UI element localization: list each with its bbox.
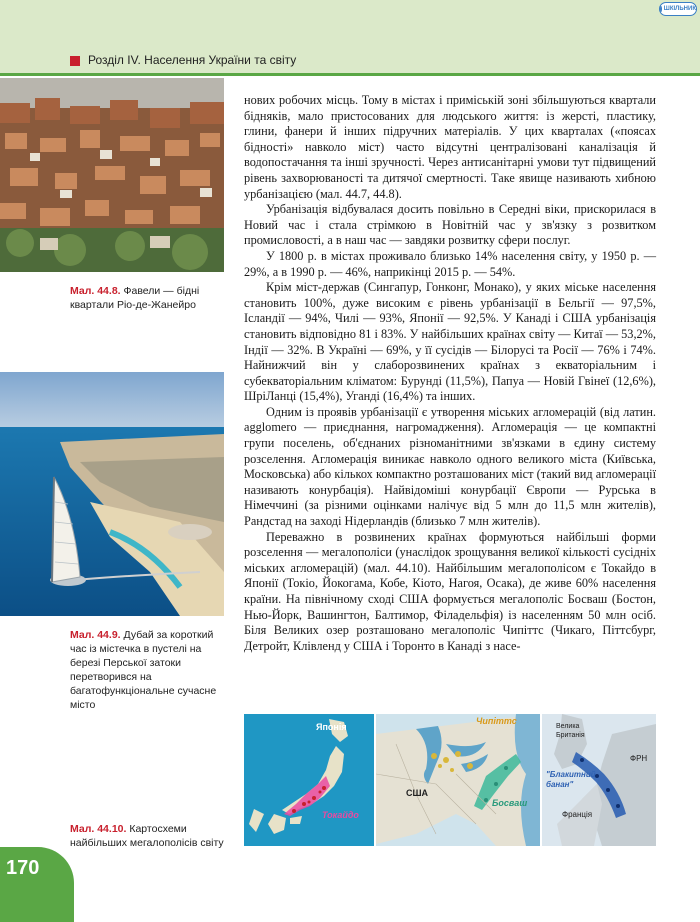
map-label-tokaido: Токайдо	[322, 810, 359, 820]
section-marker	[70, 56, 80, 66]
main-text	[244, 93, 656, 654]
caption-44-9	[70, 628, 224, 712]
map-label-usa: США	[406, 788, 429, 798]
japan-map	[244, 714, 374, 846]
map-label-boswash: Босваш	[492, 798, 528, 808]
paragraph: Одним із проявів урбанізації є утворення міських агломерацій (від латин. agglomero — приєднання, нагромадження). Агломерація — це компактні групи поселень, об'єднаних різноманітними зв'язками в єдину систему розселення. Агломерація виникає навколо одного великого міста (Київська, Московська) або кількох компактно розташованих міст (такий вид агломерації називають конурбація). Найвідоміші конурбації Європи — Рурська в Німеччині (за різними оцінками налічує від 5 млн до 11,5 млн жителів), Рандстад на заході Нідерландів (близько 7 млн жителів).	[244, 404, 656, 529]
map-label-france: Франція	[562, 810, 593, 819]
map-japan	[244, 714, 374, 846]
paragraph: Крім міст-держав (Сингапур, Гонконг, Монако), у яких міське населення становить 100%, дуже високим є рівень урбанізації в Бельгії — 97,5%, Ісландії — 94%, Чилі — 93%, Японії — 92,5%. У Канаді і США урбанізація становить відповідно 81 і 83%. У найбільших країнах світу — Китаї — 53,2%, Індії — 32%. В Україні — 69%, у її сусідів — Білорусі та Росії — 76% і 74%. Найнижчий він у слаборозвинених країнах з екваторіальним і субекваторіальним кліматом: Бурунді (11,5%), Папуа — Новій Гвінеї (12,6%), ШріЛанці (15,4%), Уганді (16,4%) та інших.	[244, 280, 656, 404]
dubai-image	[0, 372, 224, 616]
caption-44-8	[70, 284, 224, 312]
caption-text: Дубай за короткий час із містечка в пустелі на березі Перської затоки перетворився на багатофункціональне сучасне місто	[70, 629, 217, 711]
paragraph: нових робочих місць. Тому в містах і приміській зоні збільшуються квартали бідняків, мало пристосованих для людського життя: із жерсті, пластику, глини, фанери й інших підручних матеріалів. У цих кварталах («поясах бідності» навколо міст) часто відсутні централізовані каналізація й водопостачання та інші зручності. Через антисанітарні умови тут підвищений рівень захворюваності та дитячої смертності. Таке явище називають хибною урбанізацією (мал. 44.7, 44.8).	[244, 93, 656, 201]
photo-favelas	[0, 78, 224, 272]
caption-text: Картосхеми найбільших мегалополісів світу	[70, 823, 224, 849]
logo-icon	[660, 6, 662, 12]
map-label-japan: Японія	[316, 722, 347, 732]
photo-dubai	[0, 372, 224, 616]
map-europe	[542, 714, 656, 846]
favelas-image	[0, 78, 224, 272]
map-label-uk: Велика Британія	[556, 723, 585, 739]
map-label-blue-banana: "Блакитний банан"	[546, 770, 596, 789]
paragraph: Урбанізація відбувалася досить повільно в Середні віки, прискорилася в Новий час і стала стрімкою в Новітній час у зв'язку з розвитком промисловості, а в наш час — завдяки розвитку сфери послуг.	[244, 202, 656, 248]
caption-44-10	[70, 822, 224, 850]
map-label-chipitts: Чипіттс	[476, 716, 517, 726]
usa-map	[376, 714, 540, 846]
paragraph: Переважно в розвинених країнах формуються найбільші форми розселення — мегалополіси (унаслідок зрощування великої кількості сусідніх міських агломерацій) (мал. 44.10). Найбільшим мегалополісом є Токайдо в Японії (Токіо, Йокогама, Кобе, Кіото, Нагоя, Осака), де живе 60% населення країни. На північному сході США формується мегалополіс Босваш (Бостон, Нью-Йорк, Вашингтон, Балтимор, Філадельфія) із населенням 50 млн осіб. Біля Великих озер розташовано мегалополіс Чипіттс (Чикаго, Піттсбург, Детройт, Клівленд у США і Торонто в Канаді з насе-	[244, 529, 656, 653]
caption-label: Мал. 44.9.	[70, 629, 121, 641]
publisher-logo	[659, 2, 697, 16]
map-usa	[376, 714, 540, 846]
caption-label: Мал. 44.10.	[70, 823, 127, 835]
map-label-frg: ФРН	[630, 754, 648, 763]
logo-text: ШКІЛЬНИК	[663, 6, 696, 12]
paragraph: У 1800 р. в містах проживало близько 14% населення світу, у 1950 р. — 29%, а в 1990 р. — 46%, наприкінці 2015 р. — 54%.	[244, 248, 656, 279]
section-title: Розділ IV. Населення України та світу	[88, 53, 297, 67]
caption-text: Фавели — бідні квартали Ріо-де-Жанейро	[70, 285, 200, 311]
caption-label: Мал. 44.8.	[70, 285, 121, 297]
header-rule	[0, 73, 700, 76]
page-number: 170	[6, 857, 40, 879]
